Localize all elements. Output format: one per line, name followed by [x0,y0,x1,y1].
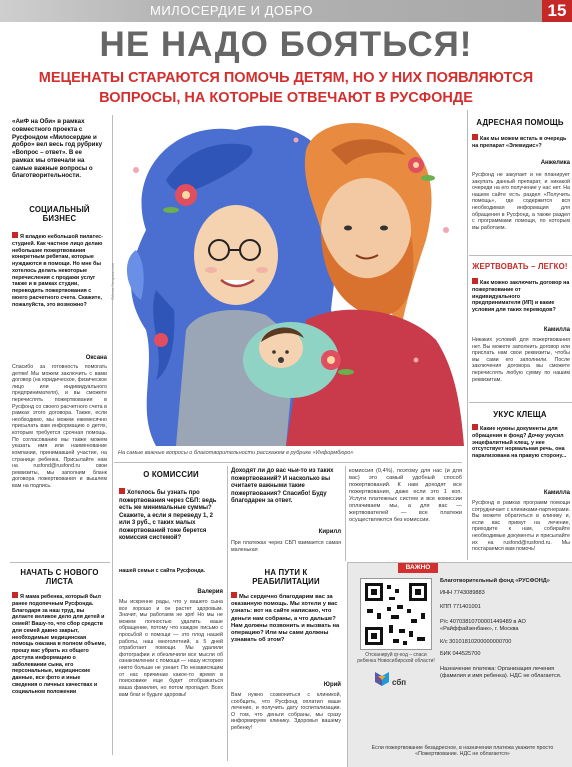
answer-address: Русфонд не закупает и не планирует закупать данный препарат, и никакой очереди на его получение у нас нет. На нашем сайте есть раздел «Получить помощь», где содержится вся необходимая информация для обращения в Русфонд, а также раздел с программами помощи, по которым мы работаем. [472,172,570,231]
author-address: Анжелика [540,160,570,166]
question-easy [472,278,570,314]
question-social [12,232,107,308]
section-title-easy: ЖЕРТВОВАТЬ – ЛЕГКО! [472,262,568,271]
headline: НЕ НАДО БОЯТЬСЯ! [99,25,473,64]
answer-social: Спасибо за готовность помогать детям! Мы можем заключить с вами договор (на юридическое, физическое лицо или индивидуального предпринимателя), и вы сможете перечислять пожертвования в Русфонд со своего расчетного счета в рамках этого договора. Также, если необходимо, мы можем ежемесячно присылать вам информацию о детях, которым требуется срочная помощь. По согласованию мы также можем указать имя или наименование компании, принимавшей участие, на странице ребенка. Присылайте нам на rusfond@rusfond.ru свои реквизиты, мы заполним бланк договора пожертвования и вышлем вам на подпись. [12,364,107,489]
illustration [116,110,464,446]
divider [469,255,572,256]
answer-reach: При платежах через СБП взимается самая маленькая [231,540,341,553]
question-marker [119,488,125,494]
fund-kpp: КПП 771401001 [440,604,481,611]
section-title-new-list: НАЧАТЬ С НОВОГО ЛИСТА [20,568,99,586]
answer-tick: Русфонд в рамках программ помощи сотрудничает с клиниками-партнерами. Вы можете обратиться в клинику и, если вас примут на лечение, приходите к нам, собирайте необходимые документы и присылайте их на rusfond@rusfond.ru. Мы постараемся вам помочь! [472,500,570,553]
author-reach: Кирилл [318,529,341,535]
section-title-social: СОЦИАЛЬНЫЙ БИЗНЕС [29,205,90,223]
divider [114,462,462,463]
question-reach: Доходят ли до вас чьи-то из таких пожертвований? И насколько вы считаете важными такие пожертвования? Спасибо! Буду благодарен за ответ. [231,468,334,504]
author-rehab: Юрий [323,682,341,688]
fund-account: Р/с 40703810700001449489 в АО «Райффайзенбанк», г. Москва [440,618,526,633]
page-number: 15 [542,0,572,22]
question-commission [119,488,223,543]
column-divider [227,466,228,761]
donation-label: ВАЖНО [398,563,438,573]
question-marker [472,134,478,140]
question-social-text: Я владею небольшой пилатес-студией. Как частное лицо делаю небольшие пожертвования конкретным ребятам, которые нуждаются в помощи. Но мне бы хотелось делать некоторые перечисления с продажи услуг также и в рамках студии, переводить пожертвования с моего расчетного счета. Скажите, пожалуйста, это возможно? [12,234,103,308]
fund-bik: БИК 044525700 [440,651,481,658]
section-title-address: АДРЕСНАЯ ПОМОЩЬ [476,118,564,127]
new-list-continuation: нашей семьи с сайта Русфонда. [119,568,206,574]
question-marker [472,278,478,284]
column-divider [112,115,113,755]
sbp-icon [375,672,389,686]
author-social: Оксана [85,355,107,361]
column-divider [467,110,468,560]
question-commission-text: Хотелось бы узнать про пожертвования через СБП: ведь есть же минимальные суммы? Скажите, а если я переведу 1, 2 или 3 руб., с таких малых пожертвований тоже берется комиссия системой? [119,490,217,541]
question-rehab [231,592,341,645]
author-tick: Камилла [543,490,570,496]
divider [10,562,110,563]
question-new-list-text: Я мама ребенка, который был ранее подопечным Русфонда. Благодаря за наш труд, вы делаете великое дело для детей и семей! Вашу-то, что сбор средств для семей давно закрыт, необходимые медицинская помощь оказана в полном объеме, прошу вас убрать из общего доступа информацию о заболевании сына, его персональные, медицинские данные, все фото и иные сведения о личных качествах и социальном положении [12,594,106,695]
subheadline-line-1: МЕЦЕНАТЫ СТАРАЮТСЯ ПОМОЧЬ ДЕТЯМ, НО У НИХ ПОЯВЛЯЮТСЯ [38,70,534,86]
answer-easy: Никаких условий для пожертвования нет. Вы можете заполнить договор или прислать нам свои реквизиты, чтобы мы сами его заполнили. После заключения договора вы сможете перечислять любую сумму по нашим реквизитам. [472,337,570,383]
question-new-list [12,592,107,695]
fund-details [440,578,568,681]
question-address-text: Как мы можем встать в очередь на препарат «Элевидис»? [472,136,567,149]
family-illustration [116,110,464,446]
illustration-caption: На самые важные вопросы о благотворительности расскажем в рубрике «Информбюро» [118,450,354,456]
question-rehab-text: Мы сердечно благодарим вас за оказанную помощь. Мы хотели у вас узнать: вот на сайте написано, что деньги нам собраны, а что дальше? Нам должны позвонить и вызвать на операцию? Или мы сами должны узнавать об этом? [231,594,340,644]
fund-corr: К/с 30101810200000000700 [440,638,512,645]
author-easy: Камилла [543,327,570,333]
subheadline-line-2: ВОПРОСЫ, НА КОТОРЫЕ ОТВЕЧАЮТ В РУСФОНДЕ [99,90,473,106]
question-tick-text: Какие нужны документы для обращения в фонд? Дочку укусил энцефалитный клещ, у нее отсутствует нормальная речь, она парализована на правую сторону... [472,426,567,459]
question-address [472,134,570,150]
question-marker [12,232,18,238]
fund-name: Благотворительный фонд «РУСФОНД» [440,578,550,584]
question-tick [472,424,570,460]
rubric-title: МИЛОСЕРДИЕ И ДОБРО [150,3,314,18]
qr-code-icon [361,579,431,649]
fund-inn: ИНН 7743089883 [440,589,485,596]
qr-caption: Отсканируй qr-код – спаси ребенка Новосибирской области! [357,652,435,664]
donation-footer: Если пожертвование безадресное, в назначении платежа укажите просто «Пожертвование. НДС не облагается» [371,745,554,757]
author-new-list: Валерия [197,589,223,595]
question-marker [472,424,478,430]
intro-text: «АиФ на Оби» в рамках совместного проекта с Русфондом «Милосердие и добро» вел весь год рубрику «Вопрос – ответ». В ее рамках мы отвечали на самые важные вопросы о благотворительности. [12,118,103,180]
column-divider [345,466,346,561]
commission-answer: комиссия (0,4%), поэтому для нас (и для вас) это самый удобный способ пожертвований. К нам доходят все пожертвования, даже если это 1 коп. Услуги платежных систем и все комиссии оплачиваем мы, а для вас — жертвователей — все платежи осуществляются без комиссии. [349,468,462,523]
section-title-commission: О КОМИССИИ [143,470,199,479]
answer-rehab: Вам нужно созвониться с клиникой, сообщить, что Русфонд оплатил ваше лечение, и получить дату госпитализации. О том, что деньги собраны, мы сразу информируем клинику. Здоровья вашему ребенку! [231,692,341,732]
illustration-credit: ©Анна Ганцзюк.com [110,262,115,300]
question-easy-text: Как можно заключить договор на пожертвование от индивидуального предпринимателя (ИП) и какие условия для таких переводов? [472,280,570,313]
qr-code[interactable] [360,578,432,650]
divider [469,402,572,403]
section-title-rehab: НА ПУТИ К РЕАБИЛИТАЦИИ [252,568,320,586]
sbp-label: сбп [392,678,407,687]
fund-purpose: Назначение платежа: Организация лечения (фамилия и имя ребенка). НДС не облагается. [440,665,562,680]
question-marker [231,592,237,598]
section-title-tick: УКУС КЛЕЩА [493,410,547,419]
question-marker [12,592,18,598]
answer-new-list: Мы искренне рады, что у вашего сына все хорошо и он растет здоровым. Значит, мы работаем не зря! Но мы не можем полностью удалить ваше обращение, потому что каждое письмо с просьбой о помощи — это плод нашей работы, наш многолетний, а 5 дней отработает помощи. Мы удалили фотографии и обезличили все мысли об ознакомлении с помощи — нашу историю никто больше не узнает. По независящим от нас причинам какое-то время в поисковике еще будет отображаться ваша фамилия, но потом пропадет. Всех вам благ и будьте здоровы! [119,599,223,698]
sbp-logo [375,672,425,686]
